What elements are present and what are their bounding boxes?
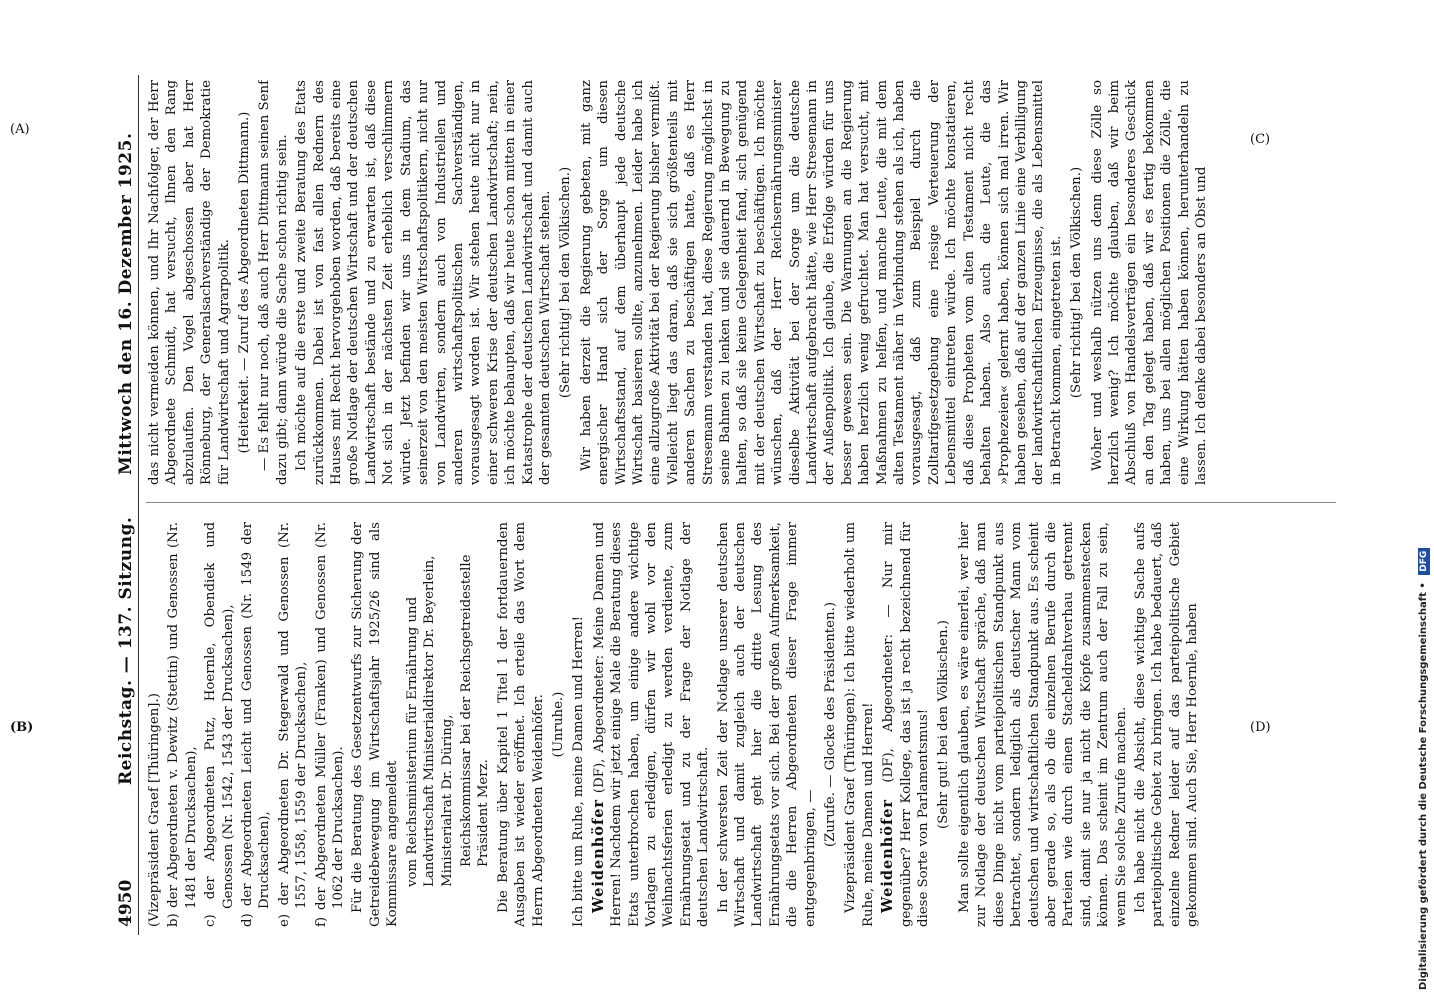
right-column (146, 80, 1336, 485)
speaker-name: Weidenhöfer (589, 798, 607, 913)
session-date: Mittwoch den 16. Dezember 1925. (116, 132, 136, 475)
paragraph: Ich möchte auf die erste und zweite Beratung des Etats zurückkommen. Dabei ist von fast allen Rednern des Hauses mit Recht hervorgehoben worden, daß bereits eine große Notlage der deutschen Wirtschaft und der deutschen Landwirtschaft bestände und zu erwarten ist, daß diese Not sich in der nächsten Zeit erheblich verschlimmern würde. Jetzt befinden wir uns in dem Stadium, das seinerzeit von den meisten Wirtschaftspolitikern, nicht nur von Landwirten, sondern auch von Industriellen und anderen wirtschaftspolitischen Sachverständigen, vorausgesagt worden ist. Wir stehen heute nicht nur in einer schweren Krise der deutschen Landwirtschaft; nein, ich möchte behaupten, daß wir heute schon mitten in einer Katastrophe der deutschen Landwirtschaft und damit auch der gesamten deutschen Wirtschaft stehen. (294, 80, 553, 485)
list-item: e) der Abgeordneten Dr. Stegerwald und Genossen (Nr. 1557, 1558, 1559 der Drucksachen), (276, 522, 310, 927)
paragraph: Ich habe nicht die Absicht, diese wichtige Sache aufs parteipolitische Gebiet zu bringen. Ich habe bedauert, daß einzelne Redner leider auf das parteipolitische Gebiet gekommen sind. Auch Sie, Herr Hoernle, haben (1132, 522, 1201, 927)
interjection: (Heiterkeit. — Zuruf des Abgeordneten Dittmann.) (237, 111, 253, 454)
interjection: (Sehr richtig! bei den Völkischen.) (1069, 166, 1085, 399)
paragraph: In der schwersten Zeit der Notlage unserer deutschen Wirtschaft und damit zugleich auch der deutschen Landwirtschaft geht hier die dritte Lesung des Ernährungsetats vor sich. Bei der großen Aufmerksamkeit, die die Herren Abgeordneten dieser Frage immer entgegenbringen, — (715, 522, 818, 927)
document-page (110, 75, 1340, 935)
paragraph: Ich bitte um Ruhe, meine Damen und Herren! (571, 616, 587, 927)
header-rule (138, 75, 139, 935)
margin-mark-b: (B) (10, 720, 34, 735)
paragraph: das nicht vermeiden können, und Ihr Nachfolger, der Herr Abgeordnete Schmidt, hat versucht, Ihnen den Rang abzulaufen. Den Vogel abgeschossen aber hat Herr Rönneburg, der Generalsachverständige der Demokratie für Landwirtschaft und Agrarpolitik. (147, 80, 232, 485)
paragraph: — Es fehlt nur noch, daß auch Herr Dittmann seinen Senf dazu gibt; dann würde die Sache schon richtig sein. (257, 80, 290, 485)
paragraph: (Vizepräsident Graef [Thüringen].) (147, 693, 162, 927)
paragraph: Man sollte eigentlich glauben, es wäre einerlei, wer hier zur Notlage der deutschen Wirtschaft spräche, daß man diese Dinge nicht vom parteipolitischen Standpunkt aus betrachtet, sondern lediglich als deutscher Mann vom deutschen und wirtschaftlichen Standpunkt aus. Es scheint aber gerade so, als ob die einzelnen Berufe durch die Parteien wie durch einen Stacheldrahtverhau getrennt sind, damit sie nur ja nicht die Köpfe zusammenstecken können. Das scheint im Zentrum auch der Fall zu sein, wenn Sie solche Zurufe machen. (956, 522, 1129, 927)
list-item: d) der Abgeordneten Leicht und Genossen (Nr. 1549 der Drucksachen), (240, 522, 273, 927)
speaker-paragraph (590, 522, 713, 927)
paragraph: vom Reichsministerium für Ernährung und Landwirtschaft Ministerialdirektor Dr. Beyerlein, Ministerialrat Dr. Düring, (404, 555, 455, 887)
session-title: Reichstag. — 137. Sitzung. (116, 516, 136, 785)
page-header (110, 75, 144, 935)
paragraph: Wir haben derzeit die Regierung gebeten, mit ganz energischer Hand sich der Sorge um diesen Wirtschaftsstand, auf dem überhaupt jede deutsche Wirtschaft basieren sollte, anzunehmen. Leider habe ich eine allzugroße Aktivität bei der Regierung bisher vermißt. Vielleicht liegt das daran, daß sie sich größtenteils mit anderen Sachen zu beschäftigen hatte, daß es Herr Stresemann verstanden hat, diese Regierung möglichst in seine Bahnen zu lenken und sie dauernd in Bewegung zu halten, so daß sie keine Gelegenheit fand, sich genügend mit der deutschen Wirtschaft zu beschäftigen. Ich möchte wünschen, daß der Herr Reichsernährungsminister dieselbe Aktivität bei der Sorge um die deutsche Landwirtschaft aufgebracht hätte, wie Herr Stresemann in der Außenpolitik. Ich glaube, die Erfolge würden für uns besser gewesen sein. Die Warnungen an die Regierung haben herzlich wenig gefruchtet. Man hat versucht, mit Maßnahmen zu helfen, und manche Leute, die mit dem alten Testament näher in Verbindung stehen als ich, haben vorausgesagt, daß zum Beispiel durch die Zolltarifgesetzgebung eine riesige Verteuerung der Lebensmittel eintreten würde. Ich möchte konstatieren, daß diese Propheten vom alten Testament nicht recht behalten haben. Also auch die Leute, die das »Prophezeien« gelernt haben, können sich mal irren. Wir haben gesehen, daß auf der ganzen Linie eine Verbilligung der landwirtschaftlichen Erzeugnisse, die als Lebensmittel in Betracht kommen, eingetreten ist. (578, 80, 1064, 485)
dfg-credit (1418, 0, 1432, 990)
list-item: c) der Abgeordneten Putz, Hoernle, Obendiek und Genossen (Nr. 1542, 1543 der Drucksachen), (203, 522, 236, 927)
credit-text: Digitalisierung gefördert durch die Deutsche Forschungsgemeinschaft • (1418, 582, 1429, 990)
interjection: (Unruhe.) (550, 691, 566, 758)
paragraph: Vizepräsident Graef (Thüringen): Ich bitte wiederholt um Ruhe, meine Damen und Herren! (843, 522, 876, 927)
list-item: f) der Abgeordneten Müller (Franken) und Genossen (Nr. 1062 der Drucksachen). (313, 522, 347, 927)
speech-text: (DF), Abgeordneter: — Nur mir gegenüber? Herr Kollege, das ist ja recht bezeichnend für diese Sorte von Parlamentsmus! (881, 522, 932, 927)
paragraph: Reichskommissar bei der Reichsgetreidestelle Präsident Merz. (458, 554, 492, 867)
speech-text: (DF), Abgeordneter: Meine Damen und Herren! Nachdem wir jetzt einige Male die Beratung dieses Etats unterbrochen haben, um einige andere wichtige Vorlagen zu erledigen, dürfen wir wohl vor den Weihnachtsferien erledigt zu werden verdiente, zum Ernährungsetat und zu der Frage der Notlage der deutschen Landwirtschaft. (591, 522, 712, 927)
interjection: (Zurufe. — Glocke des Präsidenten.) (823, 601, 839, 848)
speaker-name: Weidenhöfer (879, 798, 897, 913)
column-divider (146, 502, 1336, 503)
margin-mark-a: (A) (10, 122, 30, 137)
page-number: 4950 (116, 879, 136, 927)
margin-mark-d: (D) (1250, 720, 1271, 735)
paragraph: Woher und weshalb nützen uns denn diese Zölle so herzlich wenig? Ich möchte glauben, daß wir beim Abschluß von Handelsverträgen ein besonderes Geschick an den Tag gelegt haben, daß wir es fertig bekommen haben, uns bei allen möglichen Positionen die Zölle, die eine Wirkung hätten haben können, herunterhandeln zu lassen. Ich denke dabei besonders an Obst und (1089, 80, 1209, 485)
interjection: (Sehr richtig! bei den Völkischen.) (558, 166, 574, 399)
list-item: b) der Abgeordneten v. Dewitz (Stettin) und Genossen (Nr. 1481 der Drucksachen), (166, 522, 199, 927)
margin-mark-c: (C) (1250, 132, 1271, 147)
paragraph: Für die Beratung des Gesetzentwurfs zur Sicherung der Getreidebewegung im Wirtschaftsjahr 1925/26 sind als Kommissare angemeldet (350, 522, 401, 927)
interjection: (Sehr gut! bei den Völkischen.) (936, 620, 952, 829)
speaker-paragraph (879, 522, 932, 927)
paragraph: Die Beratung über Kapitel 1 Titel 1 der fortdauernden Ausgaben ist wieder eröffnet. Ich erteile das Wort dem Herrn Abgeordneten Weidenhöfer. (495, 522, 546, 927)
dfg-logo: DFG (1418, 548, 1430, 575)
left-column (146, 522, 1336, 927)
